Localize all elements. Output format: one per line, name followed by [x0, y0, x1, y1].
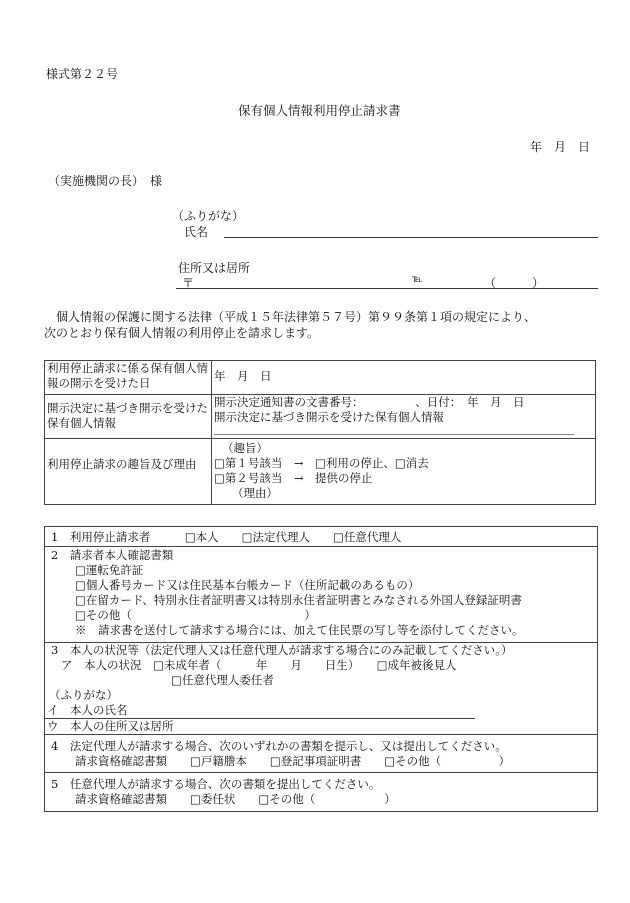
address-field-line[interactable] — [176, 288, 598, 289]
intro-line-2: 次のとおり保有個人情報の利用停止を請求します。 — [44, 326, 320, 340]
section3-line-a[interactable]: ア 本人の状況 □未成年者（ 年 月 日生） □成年被後見人 — [61, 658, 457, 672]
row3-line-4: （理由） — [232, 486, 278, 500]
tel-label: ℡ — [412, 274, 423, 285]
request-table — [44, 360, 596, 505]
principal-address-field[interactable]: ウ 本人の住所又は居所 — [45, 719, 475, 735]
row3-line-3: □第２号該当 → 提供の停止 — [214, 471, 373, 485]
section-id-documents — [44, 546, 598, 643]
row1-label: 利用停止請求に係る保有個人情報の開示を受けた日 — [45, 361, 212, 395]
section5-line-1: 5 任意代理人が請求する場合、次の書類を提出してください。 — [51, 777, 381, 791]
addressee: （実施機関の長） 様 — [48, 174, 163, 188]
row2-line-1: 開示決定通知書の文書番号： 、日付： 年 月 日 — [214, 395, 525, 409]
page-title: 保有個人情報利用停止請求書 — [238, 103, 401, 118]
row3-label: 利用停止請求の趣旨及び理由 — [45, 439, 212, 505]
id-doc-option[interactable]: □その他（ ） — [75, 608, 316, 622]
section-voluntary-representative — [44, 772, 598, 812]
name-field-line[interactable] — [224, 237, 598, 238]
row3-value[interactable] — [212, 439, 596, 505]
row2-underline — [214, 434, 574, 435]
form-number: 様式第２２号 — [46, 67, 119, 81]
intro-line-1: 個人情報の保護に関する法律（平成１５年法律第５７号）第９９条第１項の規定により、 — [56, 310, 537, 324]
id-doc-option[interactable]: □個人番号カード又は住民基本台帳カード（住所記載のあるもの） — [75, 578, 420, 592]
row3-line-1: （趣旨） — [222, 441, 268, 455]
id-doc-option[interactable]: □在留カード、特別永住者証明書又は特別永住者証明書とみなされる外国人登録証明書 — [75, 593, 522, 607]
section2-title: 2 請求者本人確認書類 — [51, 548, 174, 562]
name-label: 氏名 — [184, 225, 209, 239]
section4-line-1: 4 法定代理人が請求する場合、次のいずれかの書類を提示し、又は提出してください。 — [51, 739, 507, 753]
section3-title: 3 本人の状況等（法定代理人又は任意代理人が請求する場合にのみ記載してください。） — [51, 643, 513, 657]
section2-note: ※ 請求書を送付して請求する場合には、加えて住民票の写し等を添付してください。 — [75, 623, 524, 637]
section5-line-2[interactable]: 請求資格確認書類 □委任状 □その他（ ） — [75, 792, 396, 806]
row2-label: 開示決定に基づき開示を受けた保有個人情報 — [45, 395, 212, 439]
row3-line-2: □第１号該当 → □利用の停止、□消去 — [214, 456, 429, 470]
id-doc-option[interactable]: □運転免許証 — [75, 563, 144, 577]
section3-furigana: （ふりがな） — [49, 688, 118, 702]
section4-line-2[interactable]: 請求資格確認書類 □戸籍謄本 □登記事項証明書 □その他（ ） — [75, 754, 511, 768]
postal-mark: 〒 — [182, 276, 195, 290]
date-line: 年 月 日 — [530, 140, 591, 154]
tel-paren: （ ） — [484, 276, 545, 290]
row1-value[interactable]: 年 月 日 — [212, 361, 596, 395]
section-principal-status — [44, 642, 598, 735]
principal-name-field[interactable]: イ 本人の氏名 — [45, 703, 475, 719]
section-legal-representative — [44, 734, 598, 773]
section-requester — [44, 526, 598, 547]
address-label: 住所又は居所 — [178, 261, 251, 275]
section3-line-a2[interactable]: □任意代理人委任者 — [171, 673, 274, 687]
furigana-label: （ふりがな） — [172, 209, 245, 223]
row2-line-2: 開示決定に基づき開示を受けた保有個人情報 — [214, 410, 444, 424]
section1-text[interactable]: 1 利用停止請求者 □本人 □法定代理人 □任意代理人 — [51, 530, 402, 544]
row2-value[interactable] — [212, 395, 596, 439]
